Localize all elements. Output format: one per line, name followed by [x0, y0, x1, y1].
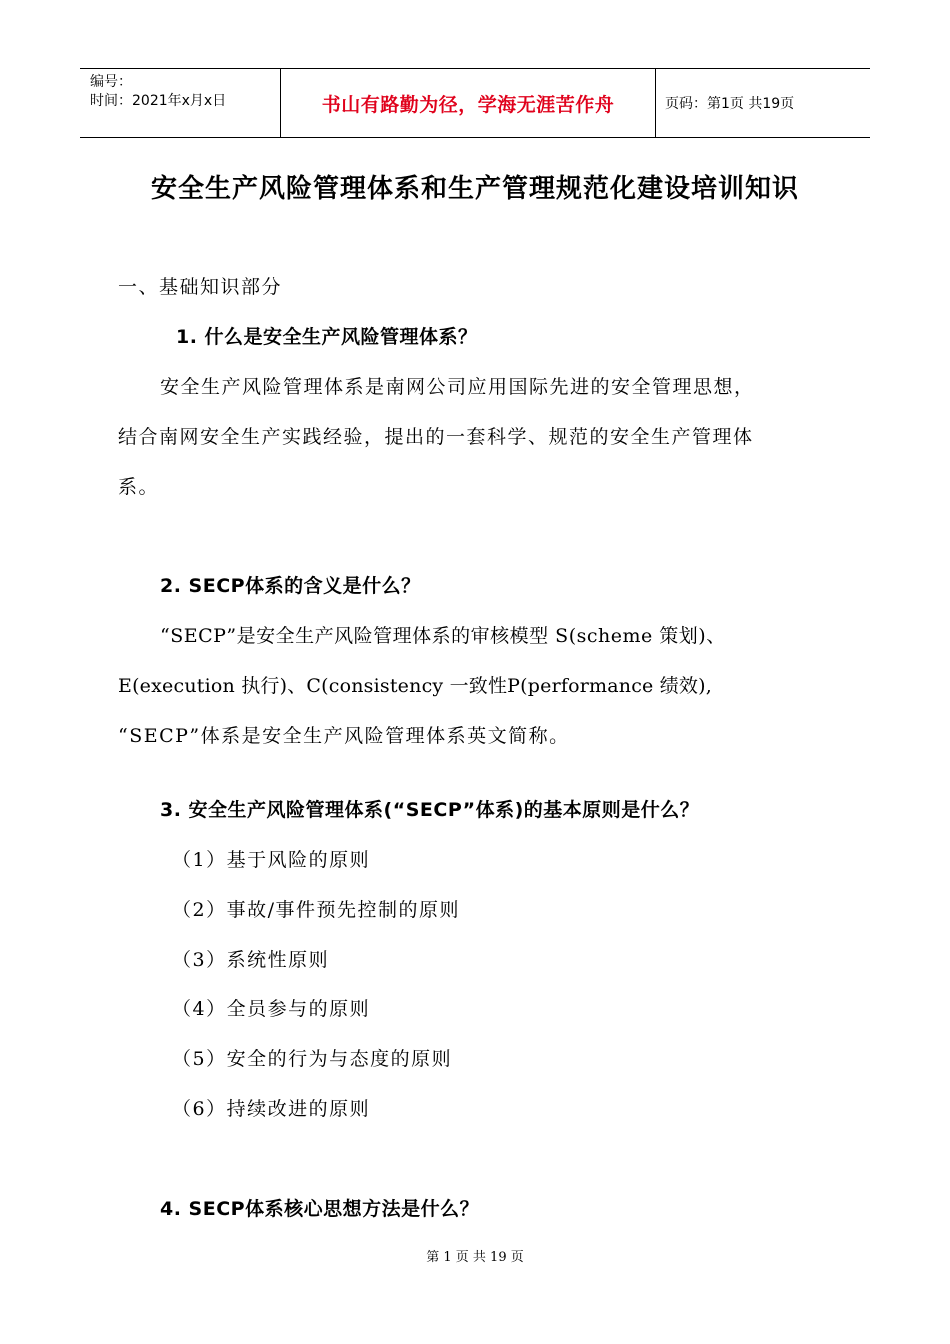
- answer-2-line-2: E(execution 执行)、C(consistency 一致性P(performance 绩效),: [118, 675, 712, 697]
- answer-2-line-1: “SECP”是安全生产风险管理体系的审核模型 S(scheme 策划)、: [160, 625, 726, 647]
- header-motto: 书山有路勤为径，学海无涯苦作舟: [321, 93, 615, 116]
- document-number-label: 编号：: [90, 74, 132, 90]
- document-time-label: 时间：2021年x月x日: [90, 93, 227, 109]
- answer-1-line-1: 安全生产风险管理体系是南网公司应用国际先进的安全管理思想，: [160, 376, 755, 398]
- header-meta-cell: [80, 69, 280, 137]
- principle-item: （3）系统性原则: [172, 949, 330, 971]
- question-4: 4. SECP体系核心思想方法是什么？: [160, 1198, 480, 1220]
- question-2: 2. SECP体系的含义是什么？: [160, 575, 421, 597]
- question-3: 3. 安全生产风险管理体系(“SECP”体系)的基本原则是什么？: [160, 799, 700, 821]
- document-title: 安全生产风险管理体系和生产管理规范化建设培训知识: [150, 174, 799, 204]
- section-heading: 一、基础知识部分: [118, 276, 283, 298]
- answer-1-line-2: 结合南网安全生产实践经验，提出的一套科学、规范的安全生产管理体: [118, 426, 754, 448]
- principle-item: （5）安全的行为与态度的原则: [172, 1048, 453, 1070]
- principle-item: （1）基于风险的原则: [172, 849, 371, 871]
- question-1: 1. 什么是安全生产风险管理体系？: [176, 326, 478, 348]
- answer-1-line-3: 系。: [118, 476, 160, 498]
- header-motto-cell: [280, 69, 656, 137]
- principle-item: （4）全员参与的原则: [172, 998, 371, 1020]
- principle-item: （6）持续改进的原则: [172, 1098, 371, 1120]
- header-page-info: 页码：第1页 共19页: [665, 96, 795, 112]
- document-header: [80, 68, 870, 138]
- page-footer: 第 1 页 共 19 页: [426, 1250, 524, 1265]
- header-page-cell: [655, 69, 870, 137]
- principle-item: （2）事故/事件预先控制的原则: [172, 899, 460, 921]
- answer-2-line-3: “SECP”体系是安全生产风险管理体系英文简称。: [118, 725, 570, 747]
